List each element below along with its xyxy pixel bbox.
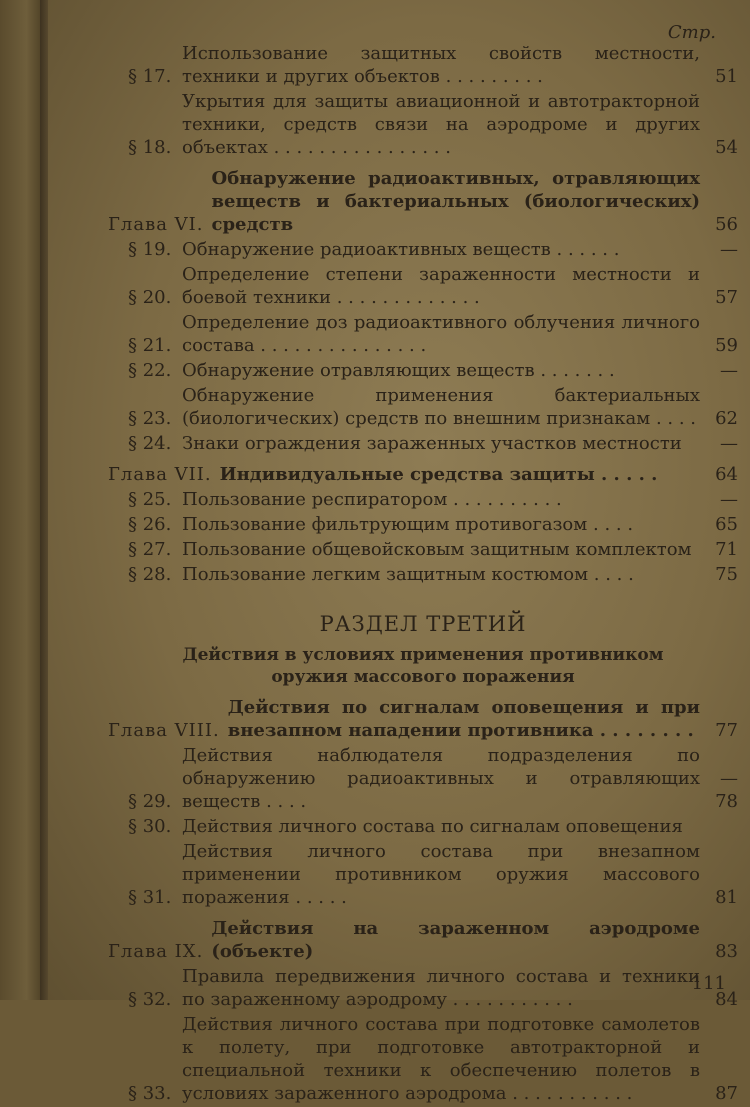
- entry-title: Обнаружение радиоактивных веществ . . . . . .: [182, 239, 620, 260]
- entry-page-number: 77: [715, 720, 738, 741]
- paragraph-entry: [128, 744, 738, 813]
- page-column-label: Стр.: [667, 22, 716, 43]
- paragraph-entry: [128, 263, 738, 309]
- entry-number: § 32.: [128, 989, 172, 1010]
- entry-page-number: —: [720, 239, 738, 260]
- entry-number: § 24.: [128, 433, 172, 454]
- paragraph-entry: [128, 538, 738, 561]
- paragraph-entry: [128, 238, 738, 261]
- entry-page-number: 59: [715, 335, 738, 356]
- entry-title: Обнаружение применения бактериальных (биологических) средств по внешним признакам . . . .: [182, 385, 700, 429]
- entry-number: § 26.: [128, 514, 172, 535]
- entry-title: Действия личного состава при подготовке самолетов к полету, при подготовке автотракторной и специальной техники к обеспечению полетов в условиях зараженного аэродрома . . . . . . . . . . .: [182, 1014, 700, 1104]
- entry-number: § 18.: [128, 137, 172, 158]
- entry-number: § 31.: [128, 887, 172, 908]
- paragraph-entry: [128, 815, 738, 838]
- paragraph-entry: [128, 90, 738, 159]
- entry-page-number: 57: [715, 287, 738, 308]
- entry-page-number: 54: [715, 137, 738, 158]
- entry-page-number: 51: [715, 66, 738, 87]
- entry-page-number: —: [720, 360, 738, 381]
- paragraph-entry: [128, 432, 738, 455]
- paragraph-entry: [128, 384, 738, 430]
- entry-page-number: 87: [715, 1083, 738, 1104]
- entry-title: Действия на зараженном аэродроме (объекте): [211, 918, 700, 962]
- entry-page-number: 81: [715, 887, 738, 908]
- entry-title: Действия личного состава по сигналам оповещения: [182, 816, 683, 837]
- paragraph-entry: [128, 965, 738, 1011]
- chapter-entry: [108, 917, 738, 963]
- paragraph-entry: [128, 311, 738, 357]
- entry-title: Действия личного состава при внезапном применении противником оружия массового поражения . . . . .: [182, 841, 700, 908]
- entry-number: § 33.: [128, 1083, 172, 1104]
- entry-title: Обнаружение радиоактивных, отравляющих веществ и бактериальных (биологических) средств: [211, 168, 700, 235]
- chapter-entry: [108, 696, 738, 742]
- entry-title: Индивидуальные средства защиты . . . . .: [219, 464, 658, 485]
- paragraph-entry: [128, 42, 738, 88]
- entry-number: § 25.: [128, 489, 172, 510]
- entry-number: § 27.: [128, 539, 172, 560]
- entry-page-number: — 78: [715, 768, 738, 812]
- section-subtitle: [108, 644, 738, 688]
- section-subtitle-line-1: Действия в условиях применения противником: [182, 645, 664, 665]
- entry-page-number: 71: [715, 539, 738, 560]
- entry-page-number: 65: [715, 514, 738, 535]
- chapter-entry: [108, 167, 738, 236]
- chapter-entry: [108, 463, 738, 486]
- entry-number: § 28.: [128, 564, 172, 585]
- paragraph-entry: [128, 840, 738, 909]
- entry-title: Обнаружение отравляющих веществ . . . . . . .: [182, 360, 615, 381]
- paragraph-entry: [128, 1013, 738, 1105]
- paragraph-entry: [128, 563, 738, 586]
- entry-page-number: 75: [715, 564, 738, 585]
- entry-page-number: —: [720, 489, 738, 510]
- entry-page-number: 64: [715, 464, 738, 485]
- entry-title: Действия наблюдателя подразделения по обнаружению радиоактивных и отравляющих веществ . . . .: [182, 745, 700, 812]
- paragraph-entry: [128, 513, 738, 536]
- entry-title: Определение доз радиоактивного облучения личного состава . . . . . . . . . . . . . . .: [182, 312, 700, 356]
- entry-title: Пользование общевойсковым защитным комплектом: [182, 539, 692, 560]
- entry-number: § 22.: [128, 360, 172, 381]
- section-title: РАЗДЕЛ ТРЕТИЙ: [319, 612, 527, 636]
- entry-title: Пользование фильтрующим противогазом . . . .: [182, 514, 634, 535]
- entry-title: Пользование респиратором . . . . . . . . . .: [182, 489, 562, 510]
- toc-part-2: [108, 696, 738, 1105]
- entry-number: § 19.: [128, 239, 172, 260]
- entry-title: Знаки ограждения зараженных участков местности: [182, 433, 682, 454]
- entry-page-number: 83: [715, 941, 738, 962]
- table-of-contents: [108, 42, 738, 1107]
- entry-page-number: 62: [715, 408, 738, 429]
- entry-number: Глава IX.: [108, 941, 204, 962]
- toc-part-1: [108, 42, 738, 586]
- entry-number: § 30.: [128, 816, 172, 837]
- entry-number: § 29.: [128, 791, 172, 812]
- entry-number: Глава VI.: [108, 214, 204, 235]
- page-number: 111: [691, 973, 726, 994]
- paragraph-entry: [128, 488, 738, 511]
- entry-number: Глава VIII.: [108, 720, 220, 741]
- entry-number: § 17.: [128, 66, 172, 87]
- entry-title: Действия по сигналам оповещения и при внезапном нападении противника . . . . . . . .: [227, 697, 700, 741]
- entry-page-number: 84: [715, 989, 738, 1010]
- entry-title: Укрытия для защиты авиационной и автотракторной техники, средств связи на аэродроме и других объектах . . . . . . . . . . . . . . . .: [182, 91, 700, 158]
- entry-page-number: 56: [715, 214, 738, 235]
- entry-title: Определение степени зараженности местности и боевой техники . . . . . . . . . . . . .: [182, 264, 700, 308]
- entry-title: Использование защитных свойств местности, техники и других объектов . . . . . . . . .: [182, 43, 700, 87]
- book-page: [48, 0, 750, 1104]
- section-subtitle-line-2: оружия массового поражения: [271, 667, 575, 687]
- paragraph-entry: [128, 359, 738, 382]
- entry-title: Правила передвижения личного состава и техники по зараженному аэродрому . . . . . . . . . . .: [182, 966, 700, 1010]
- entry-number: Глава VII.: [108, 464, 212, 485]
- entry-number: § 20.: [128, 287, 172, 308]
- entry-number: § 23.: [128, 408, 172, 429]
- entry-number: § 21.: [128, 335, 172, 356]
- left-page-edge: [0, 0, 44, 1000]
- entry-title: Пользование легким защитным костюмом . . . .: [182, 564, 634, 585]
- entry-page-number: —: [720, 433, 738, 454]
